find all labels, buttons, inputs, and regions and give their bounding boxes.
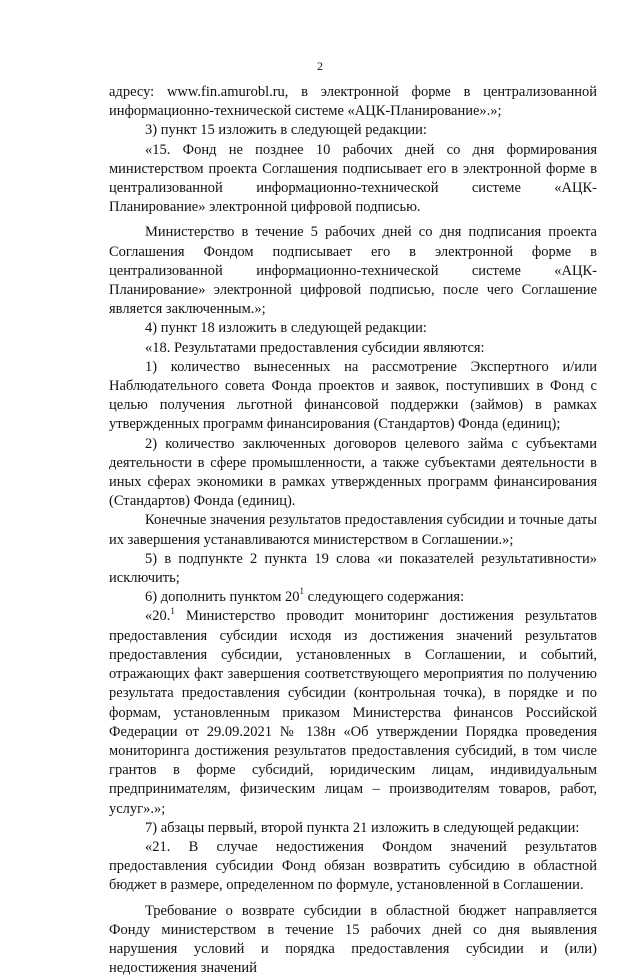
page-number: 2: [317, 59, 323, 73]
superscript-1: 1: [299, 586, 305, 597]
paragraph-item-3: 3) пункт 15 изложить в следующей редакции:: [145, 122, 427, 139]
paragraph-clause-18: «18. Результатами предоставления субсидии являются:: [145, 339, 485, 356]
paragraph-clause-20-1-post: Министерство проводит мониторинг достижения результатов предоставления субсидии исходя из достижения значений результатов предоставления субсидии, установленных в Соглашении, и событий, отражающих факт завершения соответствующего мероприятия по получению результата предоставления субсидии (контрольная точка), в порядке и по формам, установленным приказом Министерства финансов Российской Федерации от 29.09.2021 № 138н «Об утверждении Порядка проведения мониторинга достижения результатов предоставления субсидий, в том числе грантов в форме субсидий, юридическим лицам, индивидуальным предпринимателям, физическим лицам – производителям товаров, работ, услуг».»;: [109, 608, 597, 817]
paragraph-item-6-post: следующего содержания:: [304, 589, 465, 606]
paragraph-clause-20-1-pre: «20.: [145, 608, 171, 625]
paragraph-ministry-signing: Министерство в течение 5 рабочих дней со дня подписания проекта Соглашения Фондом подписывает его в электронной форме в централизованной информационно-технической системе «АЦК-Планирование» электронной цифровой подписью, после чего Соглашение является заключенным.»;: [109, 224, 597, 318]
paragraph-clause-21: «21. В случае недостижения Фондом значений результатов предоставления субсидии Фонд обязан возвратить субсидию в областной бюджет в размере, определенном по формуле, установленной в Соглашении.: [109, 838, 597, 894]
paragraph-item-6-pre: 6) дополнить пунктом 20: [145, 589, 300, 606]
paragraph-result-1: 1) количество вынесенных на рассмотрение Экспертного и/или Наблюдательного совета Фонда проектов и заявок, поступивших в Фонд с целью получения льготной финансовой поддержки (займов) в рамках утвержденных программ финансирования (Стандартов) Фонда (единиц);: [109, 358, 597, 433]
paragraph-item-7: 7) абзацы первый, второй пункта 21 изложить в следующей редакции:: [145, 819, 580, 836]
paragraph-final-values: Конечные значения результатов предоставления субсидии и точные даты их завершения устанавливаются министерством в Соглашении.»;: [109, 512, 597, 548]
paragraph-item-5: 5) в подпункте 2 пункта 19 слова «и показателей результативности» исключить;: [109, 550, 597, 587]
paragraph-item-4: 4) пункт 18 изложить в следующей редакции:: [145, 320, 427, 337]
superscript-1: 1: [170, 605, 175, 616]
paragraph-result-2: 2) количество заключенных договоров целевого займа с субъектами деятельности в сфере промышленности, а также субъектами деятельности в иных сферах экономики в рамках утвержденных программ финансирования (Стандартов) Фонда (единиц).: [109, 435, 597, 510]
paragraph-clause-20-1: [109, 607, 597, 818]
document-body: [109, 83, 597, 978]
paragraph-clause-15: «15. Фонд не позднее 10 рабочих дней со дня формирования министерством проекта Соглашения подписывает его в электронной форме в централизованной информационно-технической системе «АЦК-Планирование» электронной цифровой подписью.: [109, 141, 597, 216]
paragraph-address: адресу: www.fin.amurobl.ru, в электронной форме в централизованной информационно-технической системе «АЦК-Планирование».»;: [109, 84, 597, 120]
paragraph-refund-requirement: Требование о возврате субсидии в областной бюджет направляется Фонду министерством в течение 15 рабочих дней со дня выявления нарушения условий и порядка предоставления субсидии и (или) недостижения значений: [109, 902, 597, 977]
paragraph-item-6: [109, 588, 597, 607]
